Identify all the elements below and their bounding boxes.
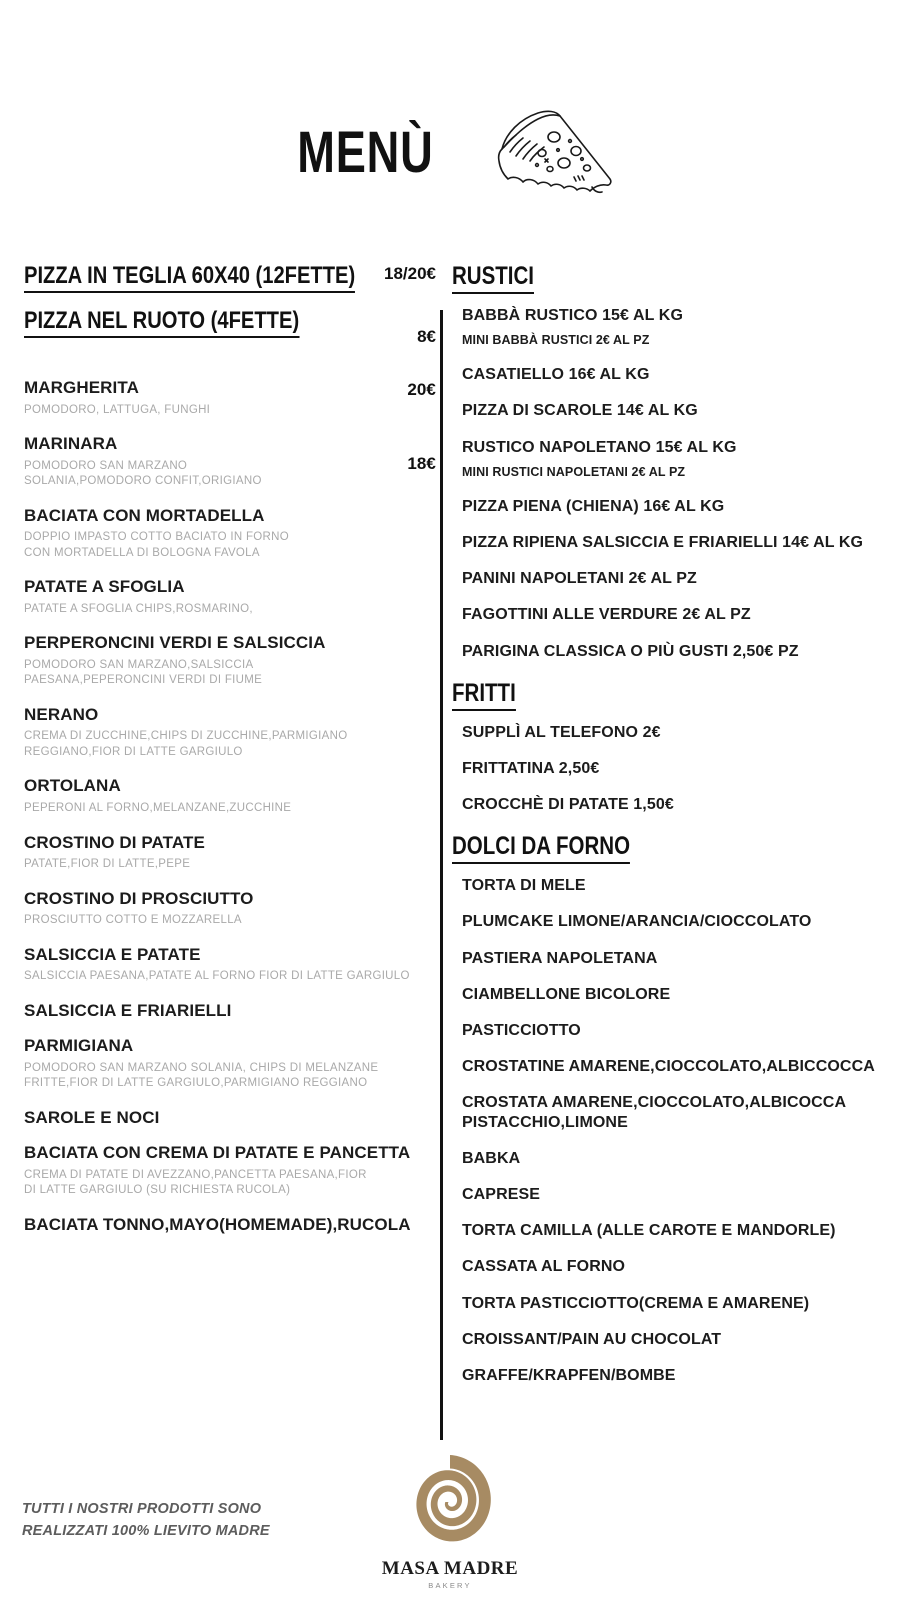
- menu-item-name: SAROLE E NOCI: [24, 1107, 160, 1127]
- menu-item-description: CREMA DI PATATE DI AVEZZANO,PANCETTA PAESANA,FIOR DI LATTE GARGIULO (SU RICHIESTA RUCOLA): [24, 1168, 367, 1197]
- logo-name: MASA MADRE: [381, 1558, 519, 1579]
- menu-item-row: FAGOTTINI ALLE VERDURE 2€ AL PZ: [462, 606, 751, 624]
- menu-item-name: ORTOLANA: [24, 776, 121, 796]
- pizza-format-heading: [24, 307, 436, 346]
- menu-item-row: TORTA PASTICCIOTTO(CREMA E AMARENE): [462, 1294, 810, 1312]
- menu-item-description: POMODORO SAN MARZANO SOLANIA, CHIPS DI MELANZANE FRITTE,FIOR DI LATTE GARGIULO,PARMIGIANO REGGIANO: [24, 1061, 379, 1090]
- menu-sub-item: MINI BABBÀ RUSTICI 2€ AL PZ: [462, 333, 650, 348]
- menu-item-name: CROSTINO DI PROSCIUTTO: [24, 888, 254, 908]
- menu-item-name: CROSTINO DI PATATE: [24, 832, 205, 852]
- section-heading-label: DOLCI DA FORNO: [452, 832, 630, 864]
- menu-item-row: SUPPLÌ AL TELEFONO 2€: [462, 723, 661, 741]
- menu-item-name: BACIATA TONNO,MAYO(HOMEMADE),RUCOLA: [24, 1214, 411, 1234]
- menu-item-description: PEPERONI AL FORNO,MELANZANE,ZUCCHINE: [24, 801, 292, 814]
- menu-item-row: RUSTICO NAPOLETANO 15€ AL KG: [462, 438, 737, 456]
- menu-item-description: SALSICCIA PAESANA,PATATE AL FORNO FIOR DI LATTE GARGIULO: [24, 970, 410, 983]
- menu-item-row: CROCCHÈ DI PATATE 1,50€: [462, 796, 674, 814]
- menu-item-name: PERPERONCINI VERDI E SALSICCIA: [24, 633, 326, 653]
- menu-item-description: POMODORO SAN MARZANO SOLANIA,POMODORO CONFIT,ORIGIANO: [24, 459, 262, 488]
- menu-item-row: CROSTATA AMARENE,CIOCCOLATO,ALBICOCCA PISTACCHIO,LIMONE: [462, 1094, 847, 1131]
- menu-item-row: PIZZA DI SCAROLE 14€ AL KG: [462, 402, 698, 420]
- page-title: MENÙ: [296, 120, 434, 185]
- section-heading: [452, 832, 892, 864]
- menu-item-row: CASSATA AL FORNO: [462, 1258, 626, 1276]
- menu-item-row: CAPRESE: [462, 1185, 541, 1203]
- pizza-format-label: PIZZA IN TEGLIA 60X40 (12FETTE): [24, 262, 355, 293]
- section-heading: [452, 262, 892, 294]
- menu-item-row: CROSTATINE AMARENE,CIOCCOLATO,ALBICCOCCA: [462, 1058, 875, 1076]
- menu-item-row: BABBÀ RUSTICO 15€ AL KG: [462, 307, 683, 324]
- menu-item-row: BABKA: [462, 1149, 521, 1167]
- menu-item-row: PLUMCAKE LIMONE/ARANCIA/CIOCCOLATO: [462, 913, 812, 931]
- menu-item-row: TORTA CAMILLA (ALLE CAROTE E MANDORLE): [462, 1222, 836, 1240]
- menu-item-row: PASTIERA NAPOLETANA: [462, 949, 658, 967]
- menu-item-row: CIAMBELLONE BICOLORE: [462, 985, 671, 1003]
- menu-item-name: SALSICCIA E FRIARIELLI: [24, 1000, 232, 1020]
- menu-item-row: TORTA DI MELE: [462, 877, 586, 895]
- menu-item-row: PASTICCIOTTO: [462, 1022, 581, 1039]
- spiral-logo-icon: [401, 1452, 499, 1556]
- menu-item-name: NERANO: [24, 704, 99, 724]
- menu-item-name: BACIATA CON MORTADELLA: [24, 505, 265, 525]
- footer-note: TUTTI I NOSTRI PRODOTTI SONO REALIZZATI 100% LIEVITO MADRE: [22, 1501, 270, 1540]
- pizza-format-heading: [24, 262, 436, 293]
- menu-item-description: PROSCIUTTO COTTO E MOZZARELLA: [24, 914, 242, 927]
- rustici-dolci-column: [452, 262, 892, 1385]
- menu-item-row: PIZZA PIENA (CHIENA) 16€ AL KG: [462, 497, 725, 515]
- menu-item-row: GRAFFE/KRAPFEN/BOMBE: [462, 1366, 676, 1384]
- menu-item-description: POMODORO, LATTUGA, FUNGHI: [24, 403, 211, 416]
- menu-item-row: FRITTATINA 2,50€: [462, 759, 600, 777]
- section-heading-label: RUSTICI: [452, 262, 534, 294]
- menu-item-name: MARINARA 18€: [24, 434, 436, 474]
- menu-item-name: PARMIGIANA: [24, 1036, 134, 1056]
- menu-item-description: POMODORO SAN MARZANO,SALSICCIA PAESANA,PEPERONCINI VERDI DI FIUME: [24, 658, 263, 687]
- menu-item-name: PATATE A SFOGLIA: [24, 577, 185, 597]
- menu-item-name: MARGHERITA 20€: [24, 378, 436, 399]
- menu-item-description: PATATE,FIOR DI LATTE,PEPE: [24, 858, 191, 871]
- menu-item-row: PIZZA RIPIENA SALSICCIA E FRIARIELLI 14€ AL KG: [462, 533, 864, 551]
- menu-item-price: 20€: [407, 380, 436, 399]
- menu-sub-item: MINI RUSTICI NAPOLETANI 2€ AL PZ: [462, 464, 686, 479]
- column-divider: [440, 310, 443, 1440]
- menu-item-row: CASATIELLO 16€ AL KG: [462, 366, 650, 384]
- pizza-format-label: PIZZA NEL RUOTO (4FETTE): [24, 307, 299, 338]
- menu-item-row: PANINI NAPOLETANI 2€ AL PZ: [462, 570, 697, 588]
- menu-item-name: BACIATA CON CREMA DI PATATE E PANCETTA: [24, 1143, 411, 1163]
- menu-item-description: CREMA DI ZUCCHINE,CHIPS DI ZUCCHINE,PARMIGIANO REGGIANO,FIOR DI LATTE GARGIULO: [24, 730, 348, 758]
- pizza-column: [24, 262, 436, 1234]
- menu-item-price: 18€: [407, 454, 436, 474]
- menu-item-row: CROISSANT/PAIN AU CHOCOLAT: [462, 1330, 722, 1348]
- menu-header: [0, 105, 900, 201]
- pizza-slice-icon: [482, 105, 622, 201]
- brand-logo: [0, 1452, 900, 1590]
- logo-subtitle: BAKERY: [428, 1581, 472, 1590]
- section-heading: [452, 679, 892, 711]
- pizza-format-price: 8€: [417, 327, 436, 346]
- pizza-format-price: 18/20€: [384, 264, 436, 283]
- menu-item-row: PARIGINA CLASSICA O PIÙ GUSTI 2,50€ PZ: [462, 642, 799, 660]
- spacer: [24, 338, 436, 368]
- menu-item-description: PATATE A SFOGLIA CHIPS,ROSMARINO,: [24, 602, 253, 615]
- menu-item-name: SALSICCIA E PATATE: [24, 944, 201, 964]
- menu-item-description: DOPPIO IMPASTO COTTO BACIATO IN FORNO CON MORTADELLA DI BOLOGNA FAVOLA: [24, 531, 289, 559]
- section-heading-label: FRITTI: [452, 679, 516, 711]
